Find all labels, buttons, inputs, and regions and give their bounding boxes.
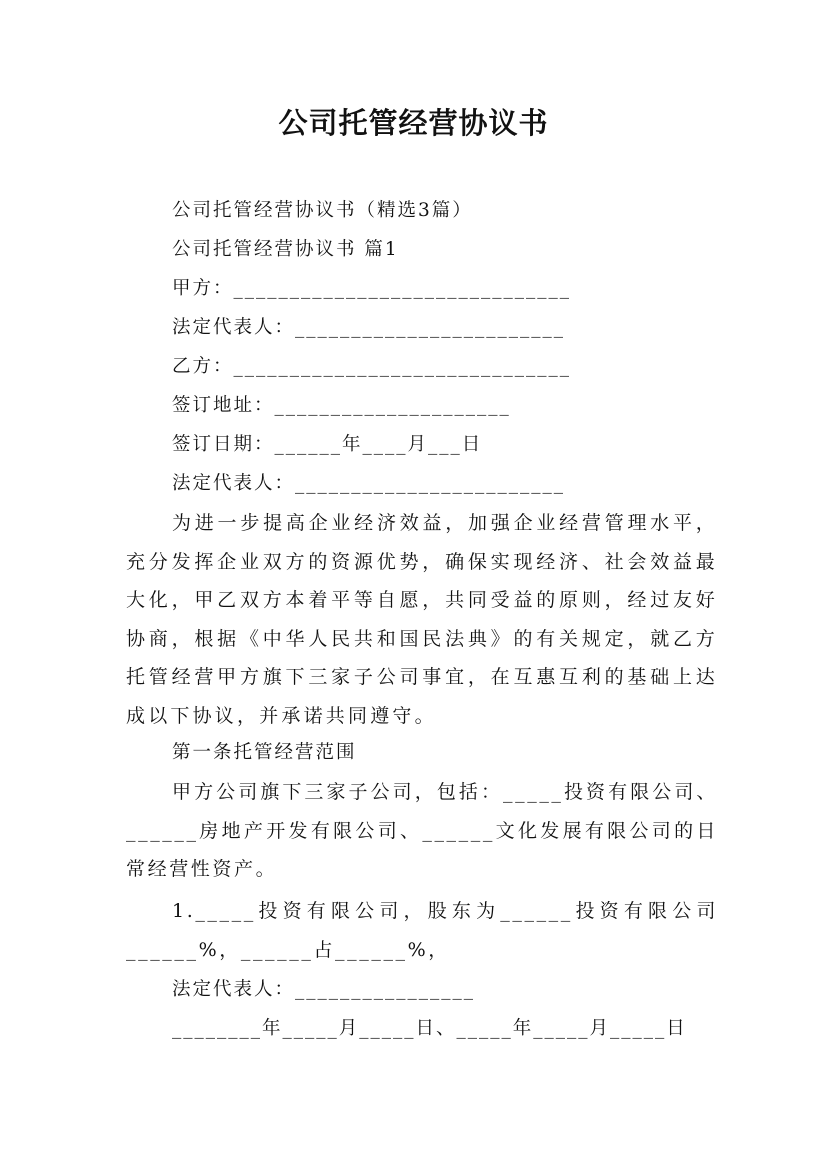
date-range-line: ________年_____月_____日、_____年_____月_____日 [172, 1018, 687, 1039]
party-a-line: 甲方：______________________________ [172, 278, 572, 299]
signing-address-line: 签订地址：_____________________ [172, 395, 511, 416]
signing-date-line: 签订日期：______年____月___日 [172, 434, 483, 455]
legal-representative-line: 法定代表人：________________________ [172, 317, 566, 338]
preamble-paragraph: 为进一步提高企业经济效益，加强企业经营管理水平，充分发挥企业双方的资源优势，确保实现经济、社会效益最大化，甲乙双方本着平等自愿，共同受益的原则，经过友好协商，根据《中华人民共和国民法典》的有关规定，就乙方托管经营甲方旗下三家子公司事宜，在互惠互利的基础上达成以下协议，并承诺共同遵守。 [126, 512, 718, 727]
document-title: 公司托管经营协议书 [278, 106, 549, 140]
legal-representative-line-2: 法定代表人：________________________ [172, 473, 566, 494]
party-b-line: 乙方：______________________________ [172, 356, 572, 377]
shareholder-paragraph: 1._____投资有限公司，股东为______投资有限公司______%，______占______%， [126, 900, 718, 961]
subtitle-line: 公司托管经营协议书（精选3篇） [172, 200, 473, 221]
section-heading: 第一条托管经营范围 [172, 742, 357, 763]
legal-representative-line-3: 法定代表人：________________ [172, 979, 476, 1000]
section-title-line: 公司托管经营协议书 篇1 [172, 239, 399, 260]
scope-paragraph: 甲方公司旗下三家子公司，包括：_____投资有限公司、______房地产开发有限公司、______文化发展有限公司的日常经营性资产。 [126, 781, 718, 880]
